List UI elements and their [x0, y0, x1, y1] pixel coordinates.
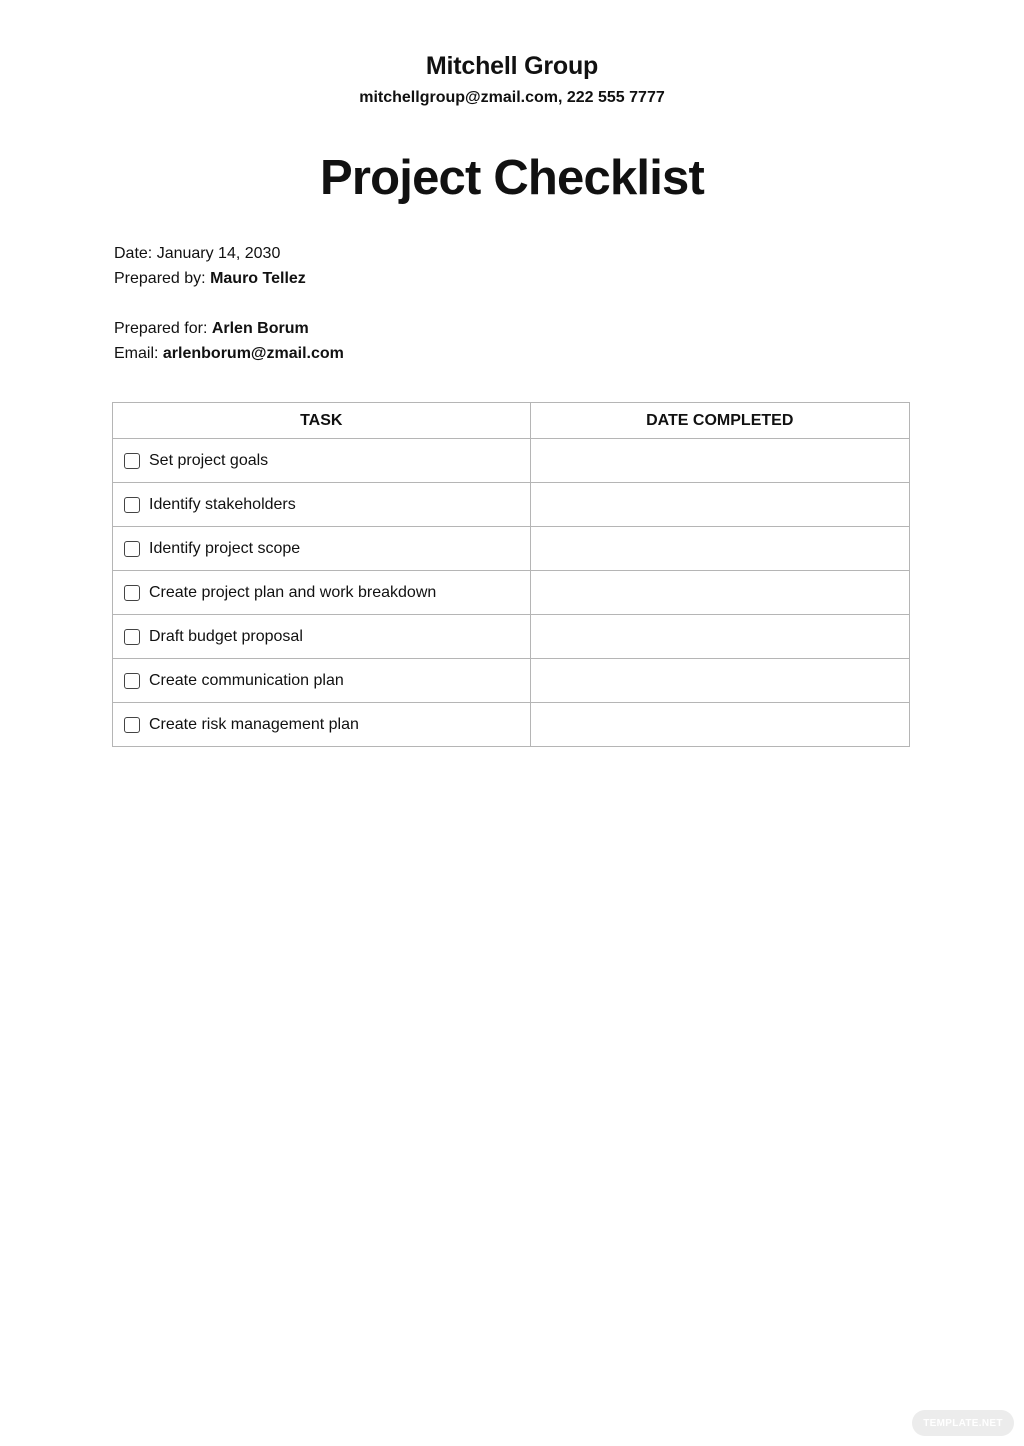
checklist-table — [112, 402, 910, 747]
task-cell — [113, 703, 531, 747]
prepared-for-line — [114, 319, 309, 339]
task-label: Identify stakeholders — [149, 495, 296, 513]
task-cell — [113, 659, 531, 703]
task-cell — [113, 571, 531, 615]
watermark-badge: TEMPLATE.NET — [912, 1410, 1014, 1436]
date-line — [114, 244, 280, 264]
prepared-for-value: Arlen Borum — [211, 320, 309, 337]
date-completed-cell[interactable] — [530, 483, 910, 527]
date-completed-cell[interactable] — [530, 615, 910, 659]
date-label: Date: — [114, 245, 157, 262]
task-checkbox[interactable] — [124, 585, 140, 601]
task-label: Create communication plan — [149, 671, 344, 689]
task-label: Set project goals — [149, 451, 269, 469]
column-header-date-completed: DATE COMPLETED — [530, 403, 910, 439]
table-row — [113, 659, 910, 703]
prepared-by-label: Prepared by: — [114, 270, 211, 287]
email-label: Email: — [114, 345, 163, 362]
task-checkbox[interactable] — [124, 497, 140, 513]
task-cell — [113, 483, 531, 527]
task-label: Create project plan and work breakdown — [149, 583, 437, 601]
table-row — [113, 527, 910, 571]
date-completed-cell[interactable] — [530, 571, 910, 615]
date-completed-cell[interactable] — [530, 439, 910, 483]
task-cell — [113, 527, 531, 571]
date-completed-cell[interactable] — [530, 659, 910, 703]
task-label: Create risk management plan — [149, 715, 359, 733]
task-label: Draft budget proposal — [149, 627, 303, 645]
email-value: arlenborum@zmail.com — [162, 345, 344, 362]
table-row — [113, 439, 910, 483]
task-checkbox[interactable] — [124, 717, 140, 733]
table-row — [113, 615, 910, 659]
prepared-for-label: Prepared for: — [114, 320, 212, 337]
table-header-row — [113, 403, 910, 439]
task-checkbox[interactable] — [124, 541, 140, 557]
company-contact: mitchellgroup@zmail.com, 222 555 7777 — [359, 89, 665, 106]
date-completed-cell[interactable] — [530, 703, 910, 747]
task-checkbox[interactable] — [124, 629, 140, 645]
table-row — [113, 703, 910, 747]
table-row — [113, 571, 910, 615]
email-line — [114, 344, 344, 364]
date-value: January 14, 2030 — [156, 245, 281, 262]
task-checkbox[interactable] — [124, 673, 140, 689]
task-cell — [113, 439, 531, 483]
date-completed-cell[interactable] — [530, 527, 910, 571]
company-name: Mitchell Group — [425, 52, 599, 80]
column-header-task: TASK — [113, 403, 531, 439]
task-cell — [113, 615, 531, 659]
table-row — [113, 483, 910, 527]
prepared-by-value: Mauro Tellez — [210, 270, 306, 287]
task-label: Identify project scope — [149, 539, 301, 557]
prepared-by-line — [114, 269, 306, 289]
task-checkbox[interactable] — [124, 453, 140, 469]
page-title: Project Checklist — [320, 151, 704, 205]
